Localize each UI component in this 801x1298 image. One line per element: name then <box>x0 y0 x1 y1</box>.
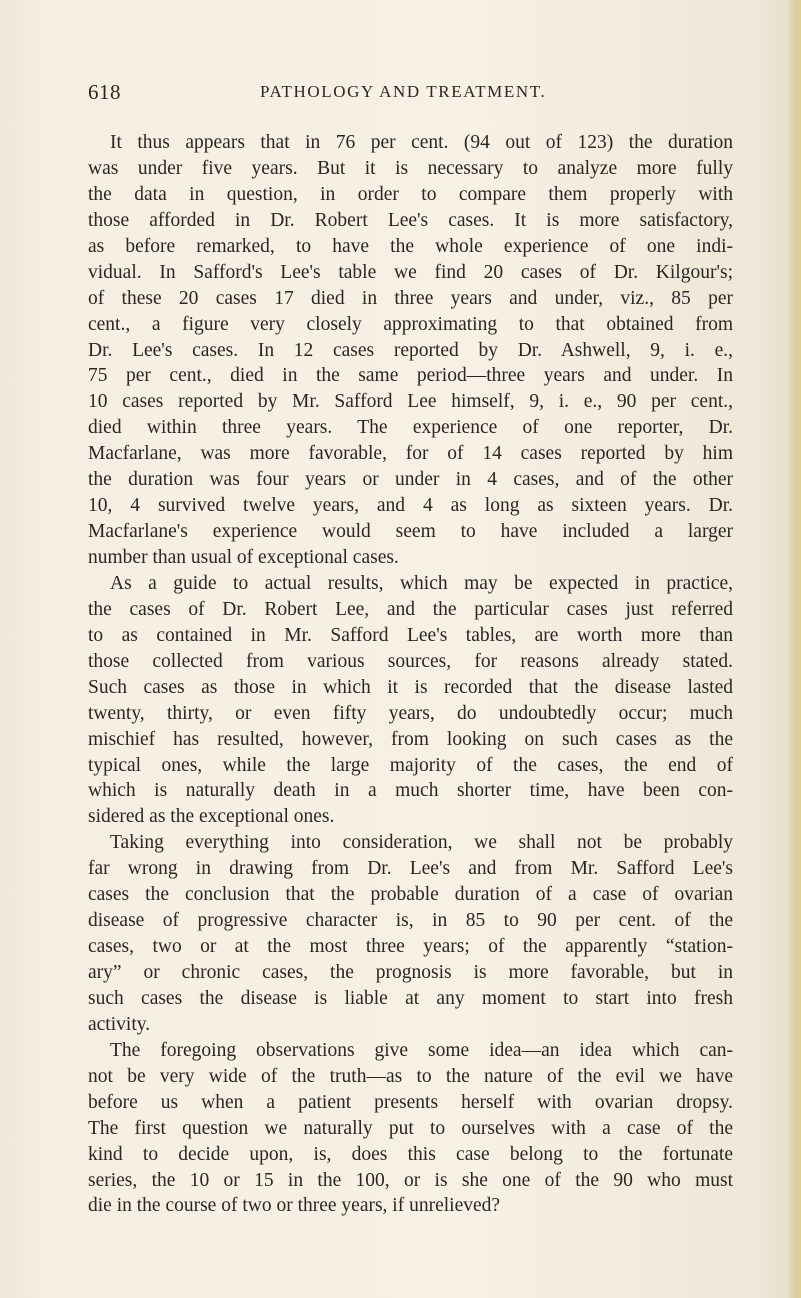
text-line: to as contained in Mr. Safford Lee's tables, are worth more than <box>88 624 733 646</box>
body-text <box>88 130 733 1219</box>
text-line: mischief has resulted, however, from looking on such cases as the <box>88 728 733 750</box>
text-line: Taking everything into consideration, we shall not be probably <box>110 832 733 854</box>
text-line: die in the course of two or three years, if unrelieved? <box>88 1195 501 1217</box>
text-line: the duration was four years or under in 4 cases, and of the other <box>88 469 733 491</box>
text-line: those afforded in Dr. Robert Lee's cases. It is more satisfactory, <box>88 209 733 231</box>
text-line: vidual. In Safford's Lee's table we find 20 cases of Dr. Kilgour's; <box>88 261 733 283</box>
text-line: kind to decide upon, is, does this case belong to the fortunate <box>88 1143 733 1165</box>
page-number: 618 <box>88 80 121 104</box>
text-line: died within three years. The experience of one reporter, Dr. <box>88 417 733 439</box>
text-line: number than usual of exceptional cases. <box>88 547 399 568</box>
text-line: Such cases as those in which it is recorded that the disease lasted <box>88 676 733 698</box>
page-edge-shadow <box>787 0 801 1298</box>
text-line: Dr. Lee's cases. In 12 cases reported by Dr. Ashwell, 9, i. e., <box>88 339 733 361</box>
text-line: series, the 10 or 15 in the 100, or is she one of the 90 who must <box>88 1169 733 1191</box>
text-line: It thus appears that in 76 per cent. (94 out of 123) the duration <box>110 132 733 153</box>
text-line: those collected from various sources, for reasons already stated. <box>88 650 733 672</box>
text-line: activity. <box>88 1013 151 1035</box>
running-head: PATHOLOGY AND TREATMENT. <box>260 82 547 101</box>
text-line: 75 per cent., died in the same period—three years and under. In <box>88 365 733 387</box>
text-line: ary” or chronic cases, the prognosis is more favorable, but in <box>88 962 733 983</box>
text-line: The first question we naturally put to ourselves with a case of the <box>88 1117 733 1139</box>
text-line: cases, two or at the most three years; of the apparently “station- <box>88 936 733 958</box>
text-line: the cases of Dr. Robert Lee, and the particular cases just referred <box>88 598 733 620</box>
text-line: Macfarlane's experience would seem to have included a larger <box>88 521 733 543</box>
text-line: 10, 4 survived twelve years, and 4 as long as sixteen years. Dr. <box>88 495 733 517</box>
text-line: before us when a patient presents herself with ovarian dropsy. <box>88 1091 733 1113</box>
text-line: 10 cases reported by Mr. Safford Lee himself, 9, i. e., 90 per cent., <box>88 391 733 413</box>
text-line: was under five years. But it is necessary to analyze more fully <box>88 157 733 179</box>
text-line: disease of progressive character is, in 85 to 90 per cent. of the <box>88 910 733 932</box>
text-line: Macfarlane, was more favorable, for of 14 cases reported by him <box>88 443 733 465</box>
text-line: sidered as the exceptional ones. <box>88 806 335 828</box>
text-line: the data in question, in order to compare them properly with <box>88 183 733 205</box>
text-line: far wrong in drawing from Dr. Lee's and from Mr. Safford Lee's <box>88 858 733 880</box>
page-header <box>88 80 728 110</box>
text-line: of these 20 cases 17 died in three years and under, viz., 85 per <box>88 287 733 309</box>
text-line: not be very wide of the truth—as to the nature of the evil we have <box>88 1065 733 1087</box>
text-line: which is naturally death in a much shorter time, have been con- <box>88 780 733 802</box>
text-line: cent., a figure very closely approximating to that obtained from <box>88 313 733 335</box>
text-line: as before remarked, to have the whole experience of one indi- <box>88 235 733 257</box>
text-line: The foregoing observations give some idea—an idea which can- <box>110 1039 733 1061</box>
text-line: typical ones, while the large majority of the cases, the end of <box>88 754 733 776</box>
text-line: As a guide to actual results, which may be expected in practice, <box>110 572 733 594</box>
text-line: cases the conclusion that the probable duration of a case of ovarian <box>88 884 733 906</box>
text-line: such cases the disease is liable at any moment to start into fresh <box>88 987 733 1009</box>
text-line: twenty, thirty, or even fifty years, do undoubtedly occur; much <box>88 702 733 724</box>
